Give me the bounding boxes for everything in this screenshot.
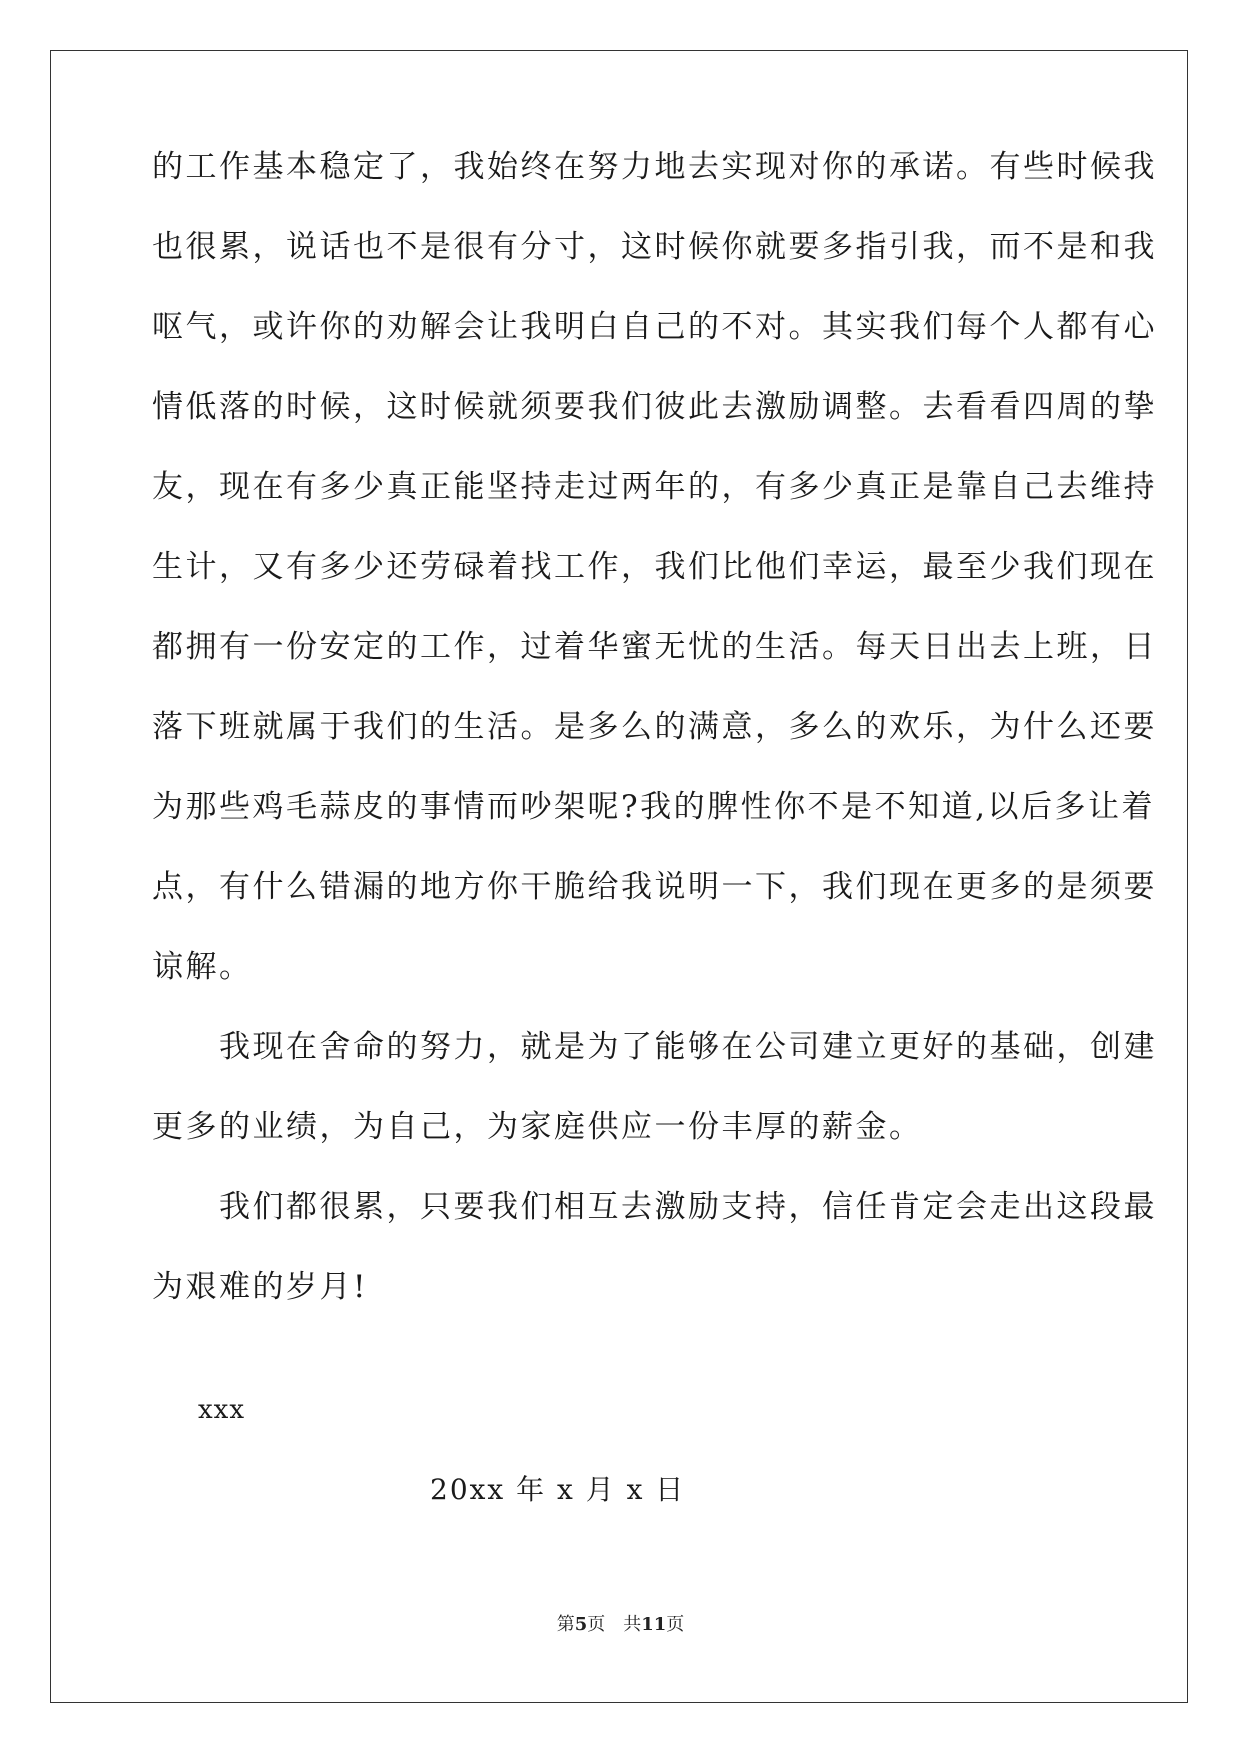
total-pages: 11 [641, 1614, 667, 1635]
text-line: 落下班就属于我们的生活。是多么的满意，多么的欢乐，为什么还要 [152, 709, 1157, 745]
signature: xxx [198, 1395, 245, 1425]
text-line: 我们都很累，只要我们相互去激励支持，信任肯定会走出这段最 [152, 1189, 1157, 1225]
footer-prefix: 第 [556, 1614, 575, 1635]
text-line: 为艰难的岁月! [152, 1269, 368, 1305]
text-line: 呕气，或许你的劝解会让我明白自己的不对。其实我们每个人都有心 [152, 309, 1157, 345]
text-line: 的工作基本稳定了，我始终在努力地去实现对你的承诺。有些时候我 [152, 149, 1157, 185]
page-footer [0, 1612, 1241, 1638]
page-number: 5 [574, 1614, 588, 1635]
text-line: 为那些鸡毛蒜皮的事情而吵架呢?我的脾性你不是不知道,以后多让着 [152, 789, 1155, 825]
text-line: 谅解。 [152, 949, 253, 985]
text-line: 情低落的时候，这时候就须要我们彼此去激励调整。去看看四周的挚 [152, 389, 1157, 425]
footer-middle: 页 共 [587, 1614, 642, 1635]
text-line: 也很累，说话也不是很有分寸，这时候你就要多指引我，而不是和我 [152, 229, 1157, 265]
text-line: 生计，又有多少还劳碌着找工作，我们比他们幸运，最至少我们现在 [152, 549, 1157, 585]
text-line: 都拥有一份安定的工作，过着华蜜无忧的生活。每天日出去上班，日 [152, 629, 1157, 665]
text-line: 我现在舍命的努力，就是为了能够在公司建立更好的基础，创建 [152, 1029, 1157, 1065]
text-line: 友，现在有多少真正能坚持走过两年的，有多少真正是靠自己去维持 [152, 469, 1157, 505]
footer-suffix: 页 [666, 1614, 685, 1635]
text-line: 更多的业绩，为自己，为家庭供应一份丰厚的薪金。 [152, 1109, 923, 1145]
letter-date: 20xx 年 x 月 x 日 [430, 1473, 686, 1506]
text-line: 点，有什么错漏的地方你干脆给我说明一下，我们现在更多的是须要 [152, 869, 1157, 905]
